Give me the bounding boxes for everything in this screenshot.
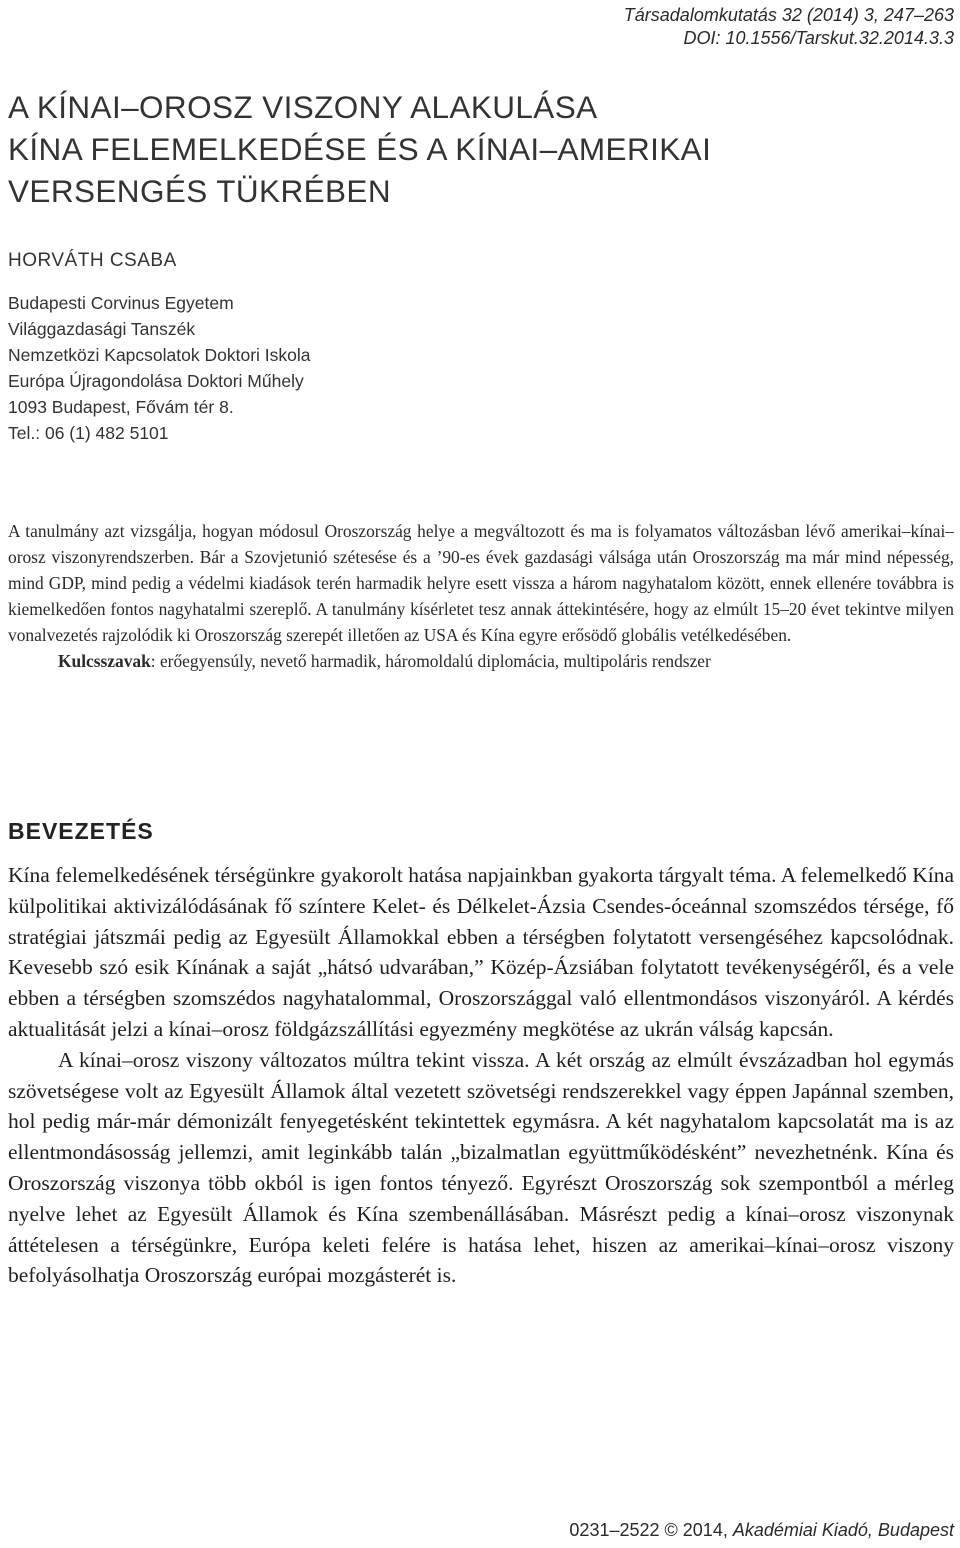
section-body (8, 860, 954, 1291)
body-paragraph: A kínai–orosz viszony változatos múltra tekint vissza. A két ország az elmúlt évszázadban hol egymás szövetségese volt az Egyesült Államok által vezetett szövetségi rendszerekkel vagy éppen Japánnal szemben, hol pedig már-már démonizált fenyegetésként tekintettek egymásra. A két nagyhatalom kapcsolatát ma is az ellentmondásosság jellemzi, amit leginkább talán „bizalmatlan együttműködésként” nevezhetnénk. Kína és Oroszország viszonya több okból is igen fontos tényező. Egyrészt Oroszország sok szempontból a mérleg nyelve lehet az Egyesült Államok és Kína szembenállásában. Másrészt pedig a kínai–orosz viszonynak áttételesen a térségünkre, Európa keleti felére is hatása lehet, hiszen az amerikai–kínai–orosz viszony befolyásolhatja Oroszország európai mozgásterét is. (8, 1047, 954, 1288)
journal-reference: Társadalomkutatás 32 (2014) 3, 247–263 (623, 5, 954, 25)
journal-header (354, 4, 954, 50)
keywords-label: Kulcsszavak (58, 651, 151, 671)
publisher: Akadémiai Kiadó, Budapest (732, 1520, 954, 1540)
issn-copyright: 0231–2522 © 2014, (569, 1520, 728, 1540)
title-line-3: VERSENGÉS TÜKRÉBEN (8, 173, 391, 209)
affiliation-line: 1093 Budapest, Fővám tér 8. (8, 397, 234, 417)
article-title (8, 86, 948, 212)
affiliation-line: Nemzetközi Kapcsolatok Doktori Iskola (8, 345, 311, 365)
abstract (8, 518, 954, 674)
author-affiliation (8, 290, 310, 446)
title-line-2: KÍNA FELEMELKEDÉSE ÉS A KÍNAI–AMERIKAI (8, 131, 712, 167)
keywords (8, 648, 954, 674)
affiliation-line: Európa Újragondolása Doktori Műhely (8, 371, 304, 391)
page-footer (569, 1518, 954, 1542)
title-line-1: A KÍNAI–OROSZ VISZONY ALAKULÁSA (8, 89, 598, 125)
keywords-list: : erőegyensúly, nevető harmadik, háromoldalú diplomácia, multipoláris rendszer (150, 651, 711, 671)
section-heading: BEVEZETÉS (8, 818, 154, 844)
author-name: HORVÁTH CSABA (8, 250, 177, 271)
affiliation-line: Budapesti Corvinus Egyetem (8, 293, 234, 313)
doi-line: DOI: 10.1556/Tarskut.32.2014.3.3 (683, 28, 954, 48)
affiliation-line: Világgazdasági Tanszék (8, 319, 196, 339)
abstract-text: A tanulmány azt vizsgálja, hogyan módosul Oroszország helye a megváltozott és ma is folyamatos változásban lévő amerikai–kínai–orosz viszonyrendszerben. Bár a Szovjetunió szétesése és a ’90-es évek gazdasági válsága után Oroszország ma már mind népesség, mind GDP, mind pedig a védelmi kiadások terén harmadik helyre esett vissza a három nagyhatalom között, ennek ellenére továbbra is kiemelkedően fontos nagyhatalmi szereplő. A tanulmány kísérletet tesz annak áttekintésére, hogy az elmúlt 15–20 évet tekintve milyen vonalvezetés rajzolódik ki Oroszország szerepét illetően az USA és Kína egyre erősödő globális vetélkedésében. (8, 521, 954, 645)
affiliation-line: Tel.: 06 (1) 482 5101 (8, 423, 169, 443)
body-paragraph: Kína felemelkedésének térségünkre gyakorolt hatása napjainkban gyakorta tárgyalt téma. A felemelkedő Kína külpolitikai aktivizálódásának fő színtere Kelet- és Délkelet-Ázsia Csendes-óceánnal szomszédos térsége, fő stratégiai játszmái pedig az Egyesült Államokkal ebben a térségben folytatott versengéséhez kapcsolódnak. Kevesebb szó esik Kínának a saját „hátsó udvarában,” Közép-Ázsiában folytatott tevékenységéről, és a vele ebben a térségben szomszédos nagyhatalommal, Oroszországgal való ellentmondásos viszonyáról. A kérdés aktualitását jelzi a kínai–orosz földgázszállítási egyezmény megkötése az ukrán válság kapcsán. (8, 863, 954, 1041)
